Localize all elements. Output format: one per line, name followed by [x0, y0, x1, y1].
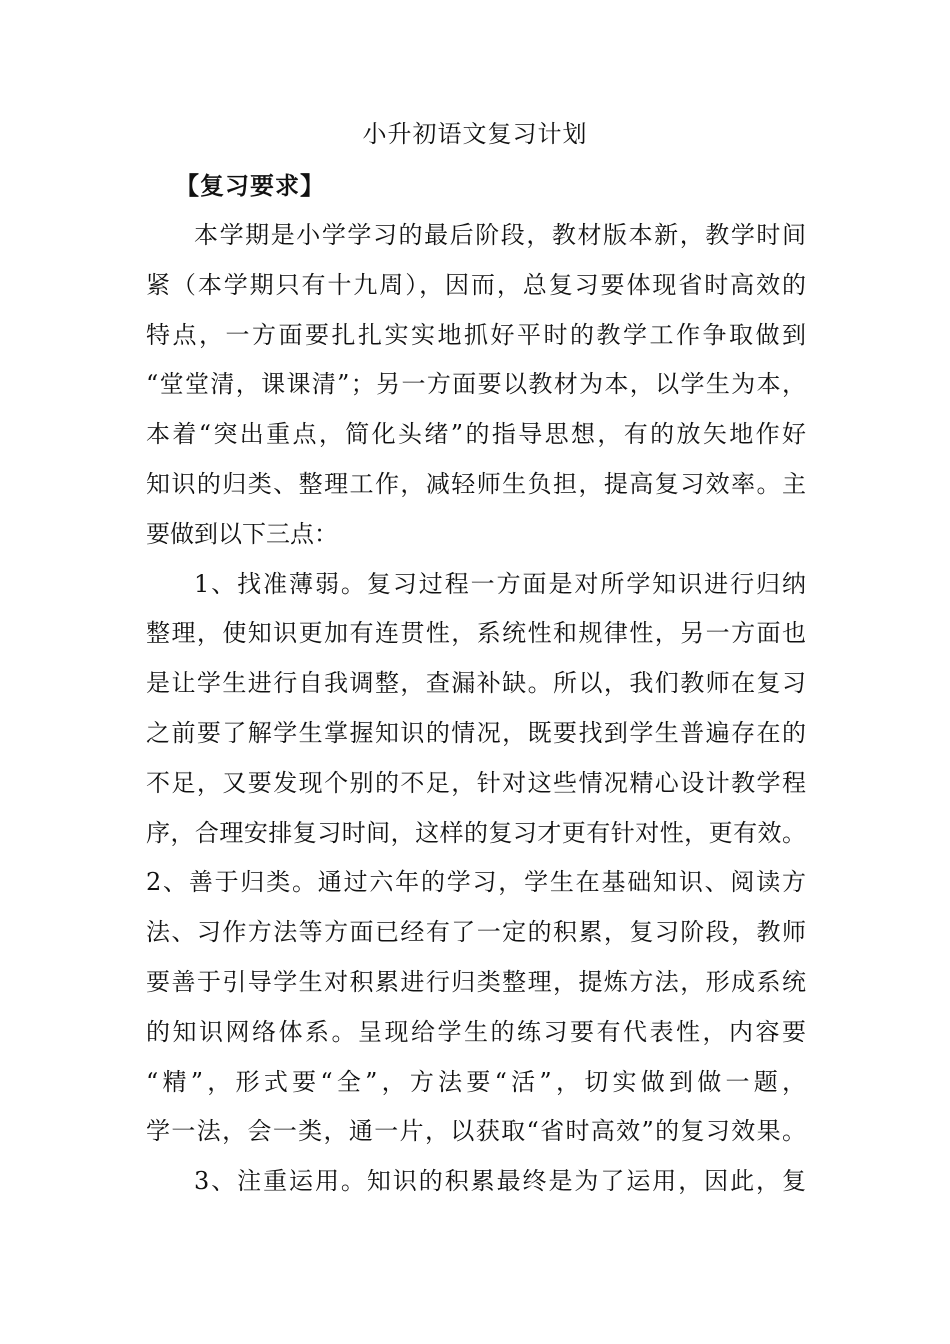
text-line: 要做到以下三点： [146, 519, 338, 548]
text-line: 之前要了解学生掌握知识的情况，既要找到学生普遍存在的 [146, 718, 808, 747]
text-line: 不足，又要发现个别的不足，针对这些情况精心设计教学程 [146, 768, 808, 797]
text-line: 本着“突出重点，简化头绪”的指导思想，有的放矢地作好 [146, 420, 809, 449]
text-line: 紧（本学期只有十九周），因而，总复习要体现省时高效的 [146, 270, 808, 299]
text-line: 整理，使知识更加有连贯性，系统性和规律性，另一方面也 [146, 619, 808, 648]
text-line: 序，合理安排复习时间，这样的复习才更有针对性，更有效。 [146, 818, 807, 847]
text-line: “精”，形式要“全”，方法要“活”，切实做到做一题， [146, 1067, 811, 1096]
text-line: 学一法，会一类，通一片，以获取“省时高效”的复习效果。 [146, 1117, 808, 1146]
text-line: 知识的归类、整理工作，减轻师生负担，提高复习效率。主 [146, 469, 808, 498]
section-heading-review-requirements: 【复习要求】 [175, 172, 325, 200]
text-line: 是让学生进行自我调整，查漏补缺。所以，我们教师在复习 [146, 669, 808, 698]
text-line: 的知识网络体系。呈现给学生的练习要有代表性，内容要 [146, 1017, 809, 1046]
document-body [146, 211, 811, 1207]
document-title: 小升初语文复习计划 [362, 120, 588, 148]
text-line: 3、注重运用。知识的积累最终是为了运用，因此，复 [194, 1167, 808, 1196]
text-line: 特点，一方面要扎扎实实地抓好平时的教学工作争取做到 [146, 320, 809, 349]
text-line: 要善于引导学生对积累进行归类整理，提炼方法，形成系统 [146, 967, 808, 996]
text-line: 1、找准薄弱。复习过程一方面是对所学知识进行归纳 [194, 569, 808, 598]
text-line: 2、善于归类。通过六年的学习，学生在基础知识、阅读方 [146, 868, 808, 897]
text-line: “堂堂清，课课清”；另一方面要以教材为本，以学生为本， [146, 370, 808, 399]
text-line: 法、习作方法等方面已经有了一定的积累，复习阶段，教师 [146, 918, 808, 947]
text-line: 本学期是小学学习的最后阶段，教材版本新，教学时间 [194, 221, 808, 249]
